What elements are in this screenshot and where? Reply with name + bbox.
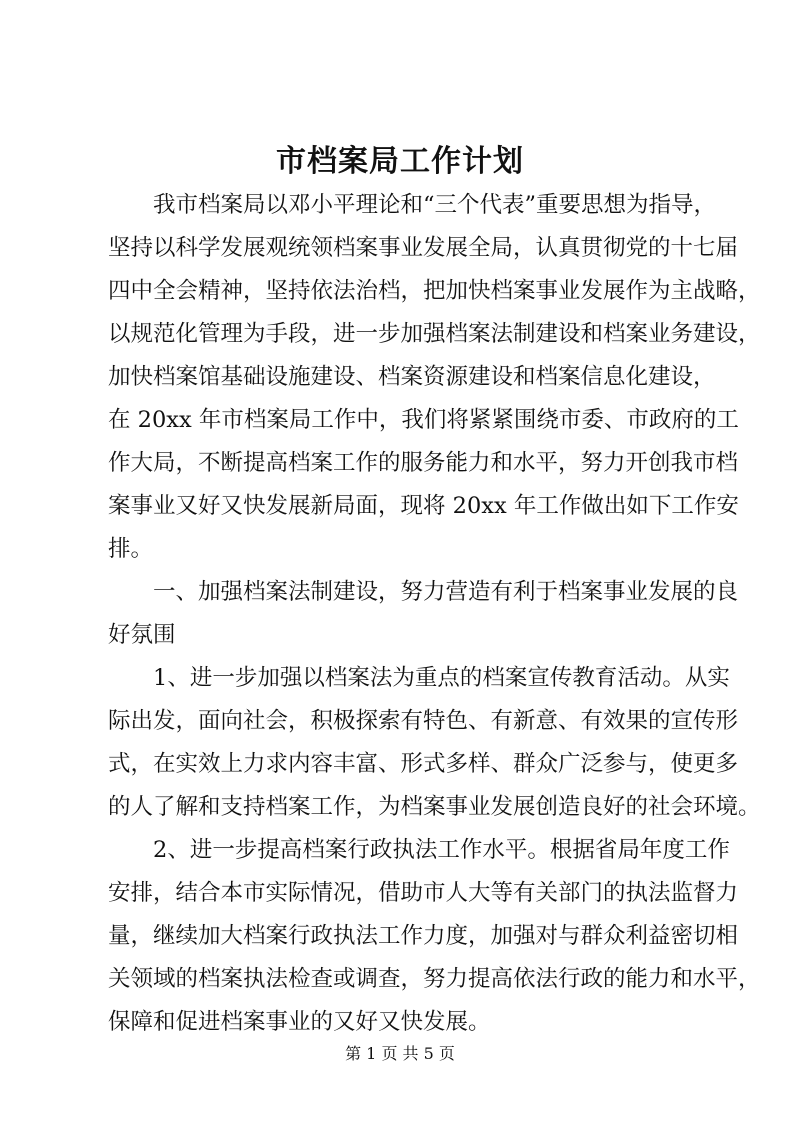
document-body (108, 184, 761, 1044)
page-footer: 第 1 页 共 5 页 (345, 1044, 455, 1063)
body-line: 式，在实效上力求内容丰富、形式多样、群众广泛参与，使更多 (108, 751, 739, 777)
body-line: 在 20xx 年市档案局工作中，我们将紧紧围绕市委、市政府的工 (108, 407, 739, 433)
body-line: 1、进一步加强以档案法为重点的档案宣传教育活动。从实 (153, 665, 730, 691)
body-line: 以规范化管理为手段，进一步加强档案法制建设和档案业务建设， (108, 321, 761, 347)
body-line: 量，继续加大档案行政执法工作力度，加强对与群众利益密切相 (108, 923, 739, 949)
body-line: 际出发，面向社会，积极探索有特色、有新意、有效果的宣传形 (108, 708, 739, 734)
section-heading-line: 好氛围 (108, 622, 176, 648)
body-line: 案事业又好又快发展新局面，现将 20xx 年工作做出如下工作安 (108, 493, 739, 519)
document-title: 市档案局工作计划 (276, 144, 524, 179)
body-line: 保障和促进档案事业的又好又快发展。 (108, 1009, 491, 1035)
section-heading-line: 一、加强档案法制建设，努力营造有利于档案事业发展的良 (153, 579, 739, 605)
body-line: 四中全会精神，坚持依法治档，把加快档案事业发展作为主战略， (108, 278, 761, 304)
body-line: 坚持以科学发展观统领档案事业发展全局，认真贯彻党的十七届 (108, 235, 739, 261)
body-line: 我市档案局以邓小平理论和“三个代表”重要思想为指导， (153, 192, 717, 218)
body-line: 2、进一步提高档案行政执法工作水平。根据省局年度工作 (153, 837, 730, 863)
body-line: 的人了解和支持档案工作，为档案事业发展创造良好的社会环境。 (108, 794, 761, 820)
body-line: 加快档案馆基础设施建设、档案资源建设和档案信息化建设， (108, 364, 716, 390)
body-line: 排。 (108, 536, 154, 562)
body-line: 安排，结合本市实际情况，借助市人大等有关部门的执法监督力 (108, 880, 739, 906)
body-line: 作大局，不断提高档案工作的服务能力和水平，努力开创我市档 (108, 450, 739, 476)
body-line: 关领域的档案执法检查或调查，努力提高依法行政的能力和水平， (108, 966, 761, 992)
